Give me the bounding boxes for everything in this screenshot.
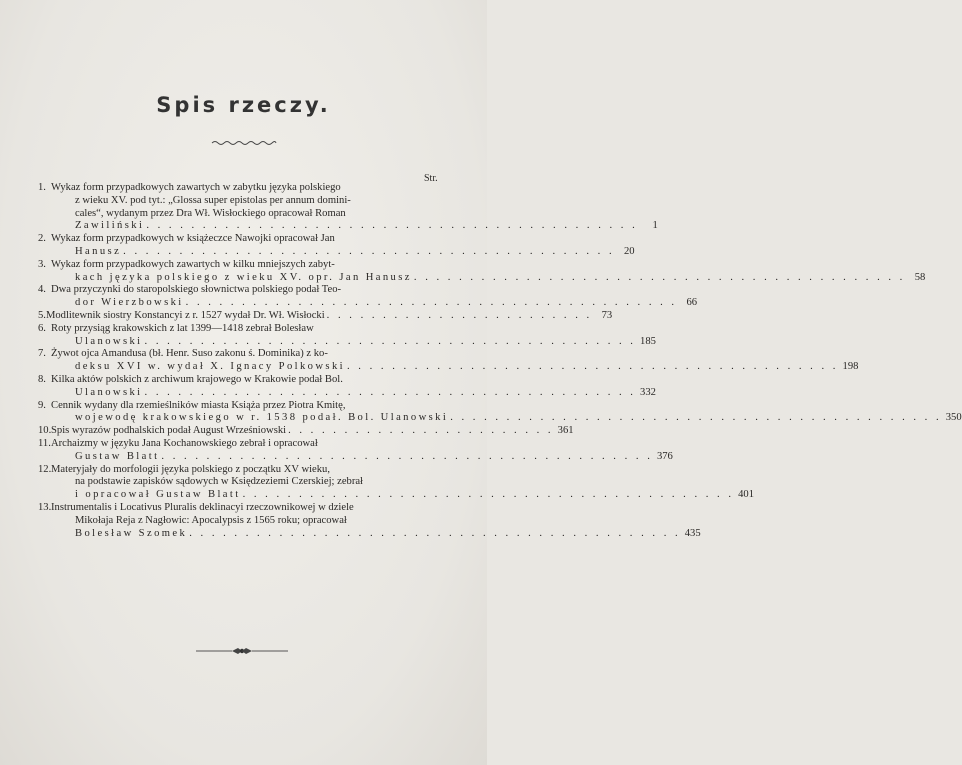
entry-text-line: Wykaz form przypadkowych zawartych w zabytku języka polskiego [51, 182, 341, 193]
entry-number: 3. [38, 258, 46, 270]
entry-line [38, 374, 446, 387]
entry-number: 6. [38, 322, 46, 334]
dot-leader: . . . . . . . . . . . . . . . . . . . . . . . . . . . . . . . . . . . . . . . . . . . . [161, 450, 653, 462]
entry-line [38, 195, 446, 208]
page-column-label: Str. [424, 173, 438, 184]
toc-entry [38, 463, 754, 502]
entry-author: Gustaw Blatt [75, 450, 160, 462]
entry-author: wojewodę krakowskiego w r. 1538 podał. Bol. Ulanowski [75, 412, 449, 424]
entry-text-line: Kilka aktów polskich z archiwum krajowego w Krakowie podał Bol. [51, 373, 343, 385]
entry-last-line [38, 309, 613, 323]
dot-leader: . . . . . . . . . . . . . . . . . . . . . . . . . . . . . . . . . . . . . . . . . . . . [413, 271, 906, 283]
dot-leader: . . . . . . . . . . . . . . . . . . . . . . . . . . . . . . . . . . . . . . . . . . . . [189, 527, 681, 539]
toc-entry [38, 348, 859, 374]
entry-page-number: 332 [640, 386, 656, 398]
entry-page-number: 350 [945, 412, 962, 424]
toc-entry [38, 437, 673, 464]
table-of-contents [38, 182, 962, 540]
toc-entry [38, 501, 701, 540]
entry-last-line [38, 527, 701, 541]
entry-page-number: 198 [842, 361, 859, 373]
entry-number: 12. [38, 463, 52, 475]
dot-leader: . . . . . . . . . . . . . . . . . . . . . . . . . . . . . . . . . . . . . . . . . . . . [347, 361, 839, 373]
entry-page-number: 66 [686, 297, 698, 309]
dot-leader: . . . . . . . . . . . . . . . . . . . . . . . . . . . . . . . . . . . . . . . . . . . . [146, 220, 638, 232]
entry-line [38, 208, 446, 221]
entry-text-line: Roty przysiąg krakowskich z lat 1399—1418 zebrał Bolesław [51, 322, 314, 334]
entry-last-line [38, 297, 698, 310]
toc-entry [38, 284, 698, 310]
entry-text-line: Dwa przyczynki do staropolskiego słownictwa polskiego podał Teo- [51, 284, 342, 296]
entry-last-line [38, 245, 635, 259]
toc-entry [38, 373, 656, 400]
entry-text-line: Instrumentalis i Locativus Pluralis deklinacyi rzeczownikowej w dziele [51, 501, 354, 513]
entry-last-line [38, 271, 926, 285]
entry-text-line: na podstawie zapisków sądowych w Księdzeziemi Czerskiej; zebrał [75, 476, 363, 488]
entry-author: Zawiliński [75, 220, 145, 232]
entry-line [38, 438, 446, 451]
entry-page-number: 376 [656, 450, 673, 462]
entry-text-line: Żywot ojca Amandusa (bł. Henr. Suso zakonu ś. Dominika) z ko- [51, 348, 328, 360]
entry-author: Hanusz [75, 245, 122, 257]
dot-leader: . . . . . . . . . . . . . . . . . . . . . . . . . . . . . . . . . . . . . . . . . . . . [450, 412, 942, 424]
entry-page-number: 361 [557, 425, 574, 437]
entry-last-line [38, 450, 673, 464]
dot-leader: . . . . . . . . . . . . . . . . . . . . . . . . . . . . . . . . . . . . . . . . . . . . [144, 335, 636, 347]
entry-author: kach języka polskiego z wieku XV. opr. Jan Hanusz [75, 271, 412, 283]
entry-last-line [38, 412, 962, 425]
entry-line [38, 400, 446, 413]
entry-text-line: Wykaz form przypadkowych zawartych w kilku mniejszych zabyt- [51, 258, 335, 270]
toc-entry [38, 258, 926, 285]
entry-number: 11. [38, 437, 51, 449]
entry-author: deksu XVI w. wydał X. Ignacy Polkowski [75, 361, 345, 373]
entry-author: Bolesław Szomek [75, 527, 188, 539]
entry-author: Ulanowski [75, 386, 143, 398]
entry-page-number: 435 [684, 527, 701, 539]
entry-line [38, 323, 446, 336]
entry-line [38, 476, 446, 489]
entry-line [38, 348, 446, 361]
entry-text-line: cales“, wydanym przez Dra Wł. Wisłockiego opracował Roman [75, 207, 346, 219]
entry-line [38, 515, 446, 528]
entry-text-line: Spis wyrazów podhalskich podał August Wrześniowski [51, 425, 287, 437]
entry-line [38, 502, 446, 515]
dot-leader: . . . . . . . . . . . . . . . . . . . . . . . . . . . . . . . . . . . . . . . . . . . . [144, 386, 636, 398]
entry-text-line: Wykaz form przypadkowych w książeczce Nawojki opracował Jan [51, 233, 335, 245]
dot-leader: . . . . . . . . . . . . . . . . . . . . . . . . . . . . . . . . . . . . . . . . . . . . [123, 245, 615, 257]
entry-last-line [38, 489, 754, 502]
entry-author: dor Wierzbowski [75, 297, 184, 309]
entry-page-number: 401 [738, 489, 754, 501]
entry-line [38, 284, 446, 297]
entry-line [38, 233, 446, 246]
entry-page-number: 1 [652, 220, 658, 232]
entry-page-number: 20 [624, 245, 635, 257]
toc-entry [38, 309, 613, 323]
entry-number: 4. [38, 284, 46, 296]
entry-page-number: 73 [601, 309, 613, 321]
entry-author: i opracował Gustaw Blatt [75, 489, 241, 501]
entry-text-line: z wieku XV. pod tyt.: „Glossa super epistolas per annum domini- [75, 194, 351, 206]
entry-last-line [38, 220, 658, 233]
end-ornament [196, 646, 288, 656]
toc-entry [38, 322, 656, 349]
entry-number: 13. [38, 501, 52, 513]
dot-leader: . . . . . . . . . . . . . . . . . . . . . . . . [326, 309, 593, 321]
entry-number: 9. [38, 399, 46, 411]
entry-page-number: 58 [914, 271, 926, 283]
entry-number: 5. [38, 309, 46, 321]
dot-leader: . . . . . . . . . . . . . . . . . . . . . . . . . . . . . . . . . . . . . . . . . . . . [242, 489, 734, 501]
toc-entry [38, 182, 658, 233]
entry-number: 10. [38, 425, 52, 437]
entry-line [38, 464, 446, 477]
title-squiggle-ornament [211, 139, 277, 147]
entry-number: 2. [38, 233, 46, 245]
entry-text-line: Archaizmy w języku Jana Kochanowskiego zebrał i opracował [51, 437, 318, 449]
entry-page-number: 185 [640, 335, 656, 347]
entry-text-line: Cennik wydany dla rzemieślników miasta Książa przez Piotra Kmitę, [51, 399, 346, 411]
toc-entry [38, 425, 574, 438]
entry-line [38, 182, 446, 195]
toc-entry [38, 233, 635, 259]
toc-entry [38, 399, 962, 426]
entry-text-line: Modlitewnik siostry Konstancyi z r. 1527 wydał Dr. Wł. Wisłocki [45, 309, 325, 321]
entry-number: 1. [38, 182, 46, 193]
entry-last-line [38, 335, 656, 349]
dot-leader: . . . . . . . . . . . . . . . . . . . . . . . . . . . . . . . . . . . . . . . . . . . . [185, 297, 678, 309]
entry-last-line [38, 425, 574, 438]
entry-number: 8. [38, 373, 46, 385]
dot-leader: . . . . . . . . . . . . . . . . . . . . . . . . [288, 425, 554, 437]
entry-number: 7. [38, 348, 46, 360]
entry-line [38, 259, 446, 272]
page-title: Spis rzeczy. [156, 93, 331, 117]
entry-last-line [38, 361, 859, 374]
entry-author: Ulanowski [75, 335, 143, 347]
entry-text-line: Mikołaja Reja z Nagłowic: Apocalypsis z 1565 roku; opracował [75, 514, 347, 526]
entry-last-line [38, 386, 656, 400]
entry-text-line: Materyjały do morfologii języka polskiego z początku XV wieku, [51, 463, 330, 475]
